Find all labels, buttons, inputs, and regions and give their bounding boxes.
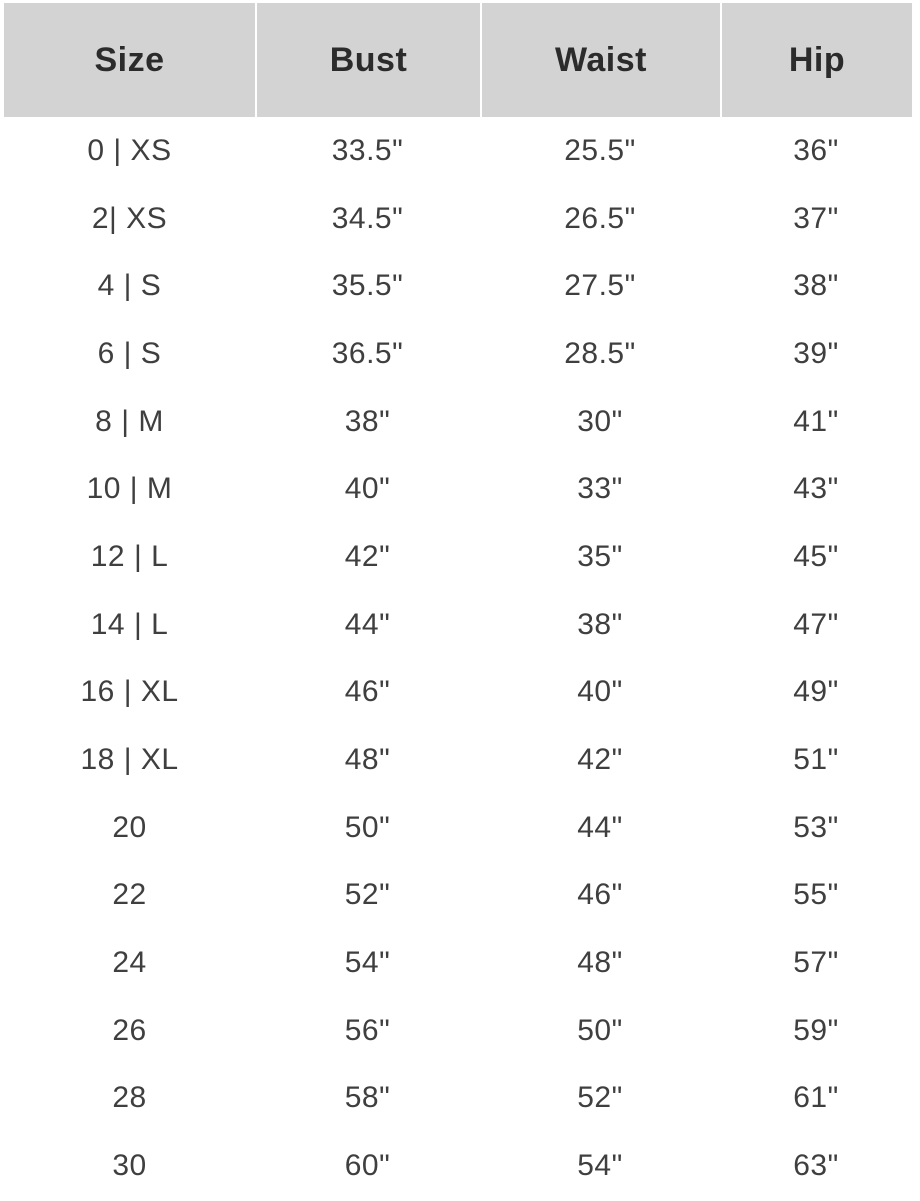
cell-hip: 43" [793, 472, 839, 506]
cell-waist: 26.5" [564, 201, 636, 235]
cell-size: 4 | S [97, 269, 162, 303]
cell-size: 16 | XL [80, 675, 179, 709]
cell-waist: 54" [577, 1149, 623, 1183]
cell-size: 6 | S [97, 336, 162, 370]
cell-size: 22 [112, 878, 147, 912]
column-header-size: Size [4, 3, 255, 117]
cell-bust: 52" [344, 878, 391, 912]
cell-hip: 63" [793, 1149, 839, 1183]
cell-hip: 38" [793, 269, 839, 303]
cell-bust: 34.5" [331, 201, 404, 235]
column-header-hip: Hip [720, 3, 912, 117]
cell-hip: 36" [793, 133, 839, 167]
cell-size: 24 [112, 946, 147, 980]
cell-waist: 35" [577, 539, 623, 573]
cell-waist: 30" [577, 404, 623, 438]
cell-waist: 48" [577, 946, 623, 980]
cell-bust: 60" [344, 1149, 391, 1183]
cell-size: 26 [112, 1013, 147, 1047]
cell-size: 0 | XS [87, 133, 172, 167]
cell-waist: 40" [577, 675, 623, 709]
cell-bust: 44" [344, 607, 391, 641]
cell-hip: 39" [793, 336, 839, 370]
cell-waist: 27.5" [564, 269, 636, 303]
cell-bust: 33.5" [331, 133, 404, 167]
cell-hip: 55" [793, 878, 839, 912]
cell-hip: 47" [793, 607, 839, 641]
cell-waist: 38" [577, 607, 623, 641]
cell-hip: 45" [793, 539, 839, 573]
cell-hip: 51" [793, 743, 839, 777]
cell-bust: 35.5" [331, 269, 404, 303]
cell-hip: 53" [793, 810, 839, 844]
cell-size: 20 [112, 810, 147, 844]
cell-bust: 36.5" [331, 336, 404, 370]
cell-waist: 28.5" [564, 336, 636, 370]
cell-size: 14 | L [90, 607, 169, 641]
cell-waist: 33" [577, 472, 623, 506]
cell-bust: 40" [344, 472, 391, 506]
cell-bust: 58" [344, 1081, 391, 1115]
cell-bust: 38" [344, 404, 391, 438]
cell-size: 8 | M [95, 404, 164, 438]
cell-bust: 56" [344, 1013, 391, 1047]
cell-bust: 54" [344, 946, 391, 980]
cell-hip: 61" [793, 1081, 839, 1115]
cell-hip: 41" [793, 404, 839, 438]
cell-bust: 46" [344, 675, 391, 709]
cell-hip: 57" [793, 946, 839, 980]
cell-waist: 25.5" [564, 133, 636, 167]
cell-size: 18 | XL [80, 743, 179, 777]
cell-size: 2| XS [91, 201, 168, 235]
column-header-bust: Bust [255, 3, 480, 117]
cell-waist: 46" [577, 878, 623, 912]
cell-bust: 50" [344, 810, 391, 844]
cell-waist: 44" [577, 810, 623, 844]
cell-size: 12 | L [90, 539, 169, 573]
cell-size: 28 [112, 1081, 147, 1115]
cell-bust: 42" [344, 539, 391, 573]
cell-waist: 50" [577, 1013, 623, 1047]
size-chart-table [4, 3, 912, 1200]
cell-size: 30 [112, 1149, 147, 1183]
cell-size: 10 | M [86, 472, 173, 506]
cell-hip: 37" [793, 201, 839, 235]
cell-waist: 42" [577, 743, 623, 777]
cell-hip: 59" [793, 1013, 839, 1047]
cell-waist: 52" [577, 1081, 623, 1115]
cell-bust: 48" [344, 743, 391, 777]
cell-hip: 49" [793, 675, 839, 709]
column-header-waist: Waist [480, 3, 720, 117]
